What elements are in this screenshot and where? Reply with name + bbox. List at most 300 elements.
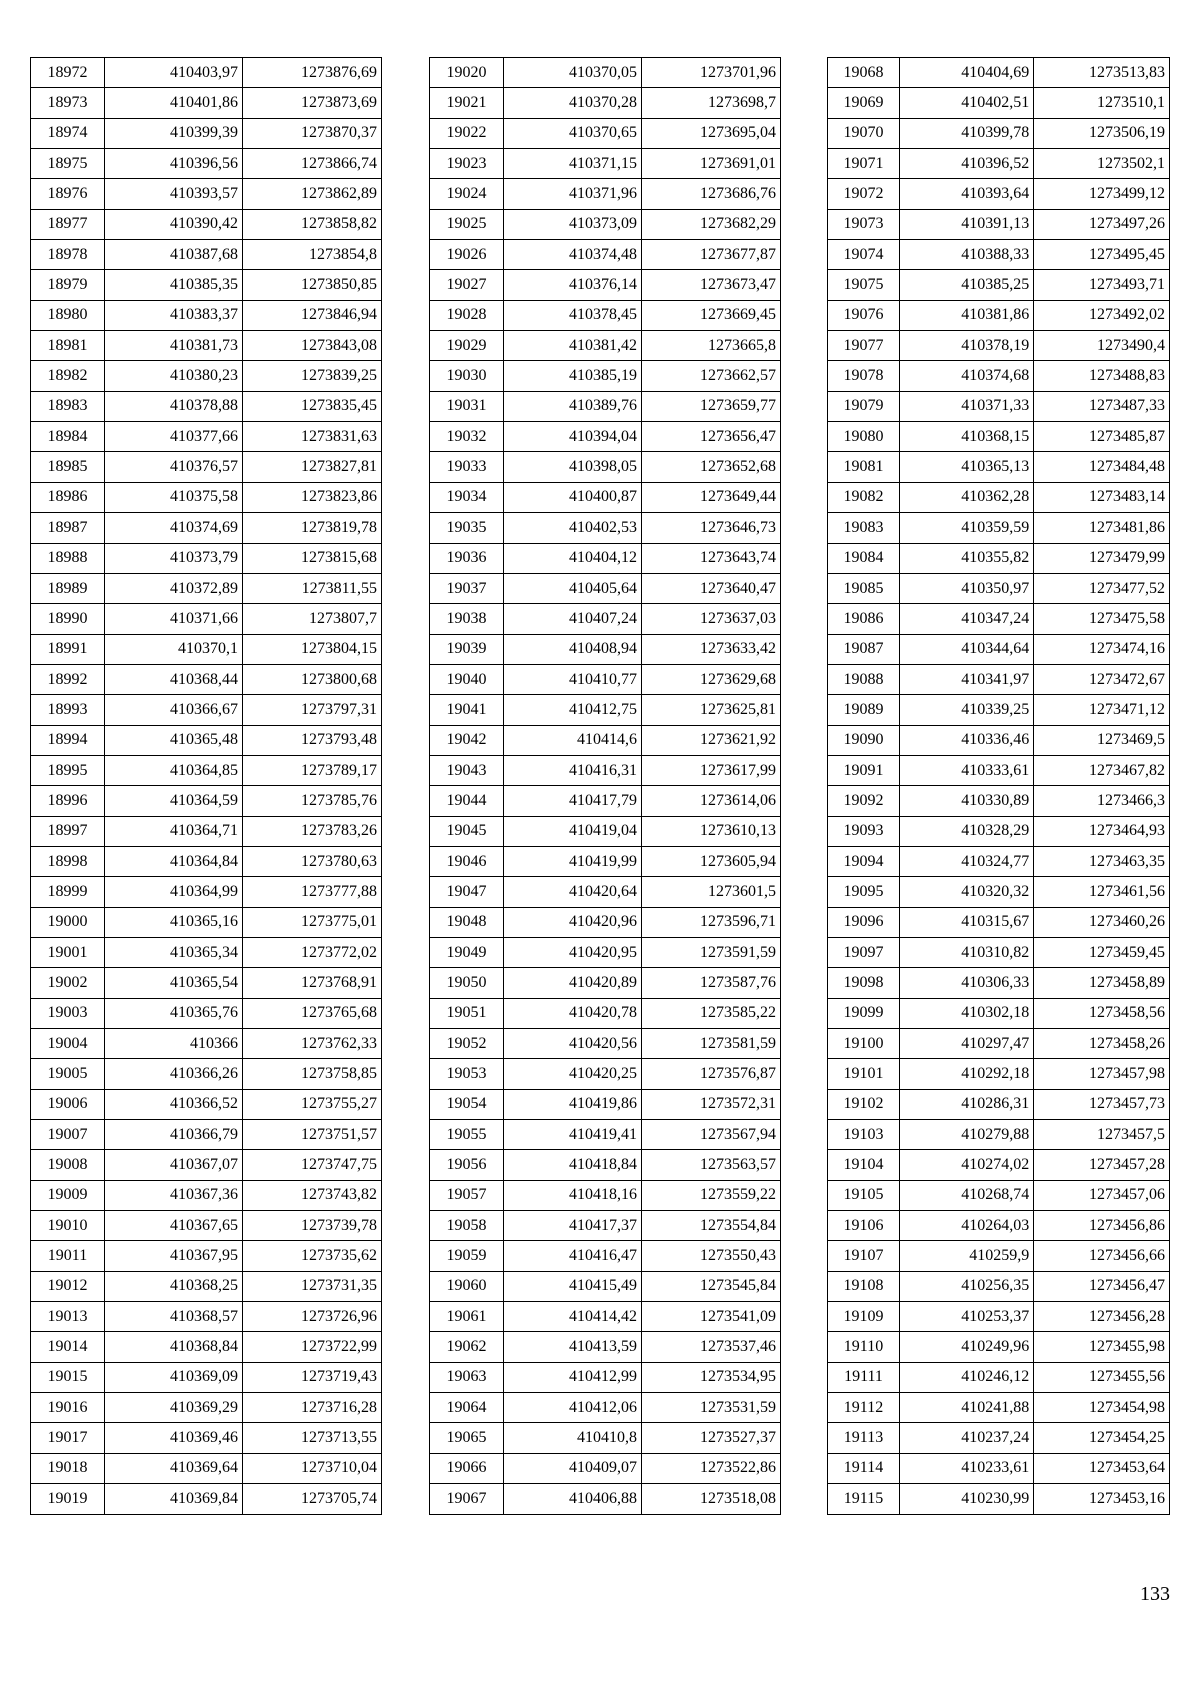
- x-coordinate-cell: 410241,88: [899, 1393, 1033, 1423]
- y-coordinate-cell: 1273691,01: [642, 149, 781, 179]
- y-coordinate-cell: 1273854,8: [243, 240, 382, 270]
- y-coordinate-cell: 1273652,68: [642, 452, 781, 482]
- y-coordinate-cell: 1273783,26: [243, 816, 382, 846]
- x-coordinate-cell: 410416,47: [504, 1241, 642, 1271]
- x-coordinate-cell: 410376,14: [504, 270, 642, 300]
- table-row: [430, 846, 781, 876]
- table-row: [828, 1393, 1170, 1423]
- x-coordinate-cell: 410365,13: [899, 452, 1033, 482]
- point-number-cell: 19072: [828, 179, 900, 209]
- point-number-cell: 18981: [31, 331, 105, 361]
- x-coordinate-cell: 410362,28: [899, 482, 1033, 512]
- point-number-cell: 19061: [430, 1302, 504, 1332]
- x-coordinate-cell: 410364,59: [105, 786, 243, 816]
- y-coordinate-cell: 1273747,75: [243, 1150, 382, 1180]
- table-row: [31, 149, 382, 179]
- point-number-cell: 19092: [828, 786, 900, 816]
- point-number-cell: 19082: [828, 482, 900, 512]
- table-row: [31, 877, 382, 907]
- table-row: [31, 1180, 382, 1210]
- table-row: [430, 1271, 781, 1301]
- table-row: [31, 816, 382, 846]
- y-coordinate-cell: 1273793,48: [243, 725, 382, 755]
- point-number-cell: 19051: [430, 998, 504, 1028]
- x-coordinate-cell: 410408,94: [504, 634, 642, 664]
- point-number-cell: 19048: [430, 907, 504, 937]
- point-number-cell: 19079: [828, 391, 900, 421]
- x-coordinate-cell: 410412,75: [504, 695, 642, 725]
- table-row: [828, 209, 1170, 239]
- y-coordinate-cell: 1273780,63: [243, 846, 382, 876]
- y-coordinate-cell: 1273460,26: [1034, 907, 1170, 937]
- x-coordinate-cell: 410365,34: [105, 937, 243, 967]
- point-number-cell: 18982: [31, 361, 105, 391]
- y-coordinate-cell: 1273581,59: [642, 1029, 781, 1059]
- point-number-cell: 19060: [430, 1271, 504, 1301]
- y-coordinate-cell: 1273487,33: [1034, 391, 1170, 421]
- table-row: [828, 998, 1170, 1028]
- table-row: [430, 118, 781, 148]
- point-number-cell: 19115: [828, 1484, 900, 1514]
- x-coordinate-cell: 410256,35: [899, 1271, 1033, 1301]
- table-row: [31, 58, 382, 88]
- table-row: [828, 482, 1170, 512]
- table-row: [31, 1150, 382, 1180]
- x-coordinate-cell: 410350,97: [899, 573, 1033, 603]
- point-number-cell: 18975: [31, 149, 105, 179]
- point-number-cell: 19064: [430, 1393, 504, 1423]
- x-coordinate-cell: 410396,56: [105, 149, 243, 179]
- y-coordinate-cell: 1273610,13: [642, 816, 781, 846]
- x-coordinate-cell: 410420,64: [504, 877, 642, 907]
- y-coordinate-cell: 1273800,68: [243, 664, 382, 694]
- table-row: [828, 270, 1170, 300]
- x-coordinate-cell: 410259,9: [899, 1241, 1033, 1271]
- table-row: [31, 331, 382, 361]
- table-row: [31, 846, 382, 876]
- x-coordinate-cell: 410367,95: [105, 1241, 243, 1271]
- y-coordinate-cell: 1273466,3: [1034, 786, 1170, 816]
- x-coordinate-cell: 410413,59: [504, 1332, 642, 1362]
- table-row: [430, 513, 781, 543]
- point-number-cell: 18994: [31, 725, 105, 755]
- point-number-cell: 19057: [430, 1180, 504, 1210]
- point-number-cell: 19009: [31, 1180, 105, 1210]
- x-coordinate-cell: 410369,09: [105, 1362, 243, 1392]
- point-number-cell: 19095: [828, 877, 900, 907]
- table-row: [828, 634, 1170, 664]
- x-coordinate-cell: 410328,29: [899, 816, 1033, 846]
- y-coordinate-cell: 1273758,85: [243, 1059, 382, 1089]
- point-number-cell: 19032: [430, 422, 504, 452]
- x-coordinate-cell: 410417,37: [504, 1211, 642, 1241]
- y-coordinate-cell: 1273488,83: [1034, 361, 1170, 391]
- y-coordinate-cell: 1273453,16: [1034, 1484, 1170, 1514]
- table-row: [31, 361, 382, 391]
- point-number-cell: 19008: [31, 1150, 105, 1180]
- y-coordinate-cell: 1273467,82: [1034, 755, 1170, 785]
- x-coordinate-cell: 410373,79: [105, 543, 243, 573]
- table-row: [430, 1180, 781, 1210]
- x-coordinate-cell: 410415,49: [504, 1271, 642, 1301]
- table-row: [828, 1271, 1170, 1301]
- y-coordinate-cell: 1273506,19: [1034, 118, 1170, 148]
- y-coordinate-cell: 1273456,28: [1034, 1302, 1170, 1332]
- point-number-cell: 19100: [828, 1029, 900, 1059]
- table-row: [430, 543, 781, 573]
- y-coordinate-cell: 1273751,57: [243, 1120, 382, 1150]
- x-coordinate-cell: 410381,42: [504, 331, 642, 361]
- table-row: [31, 1393, 382, 1423]
- table-row: [828, 240, 1170, 270]
- table-row: [430, 634, 781, 664]
- table-row: [828, 725, 1170, 755]
- x-coordinate-cell: 410399,39: [105, 118, 243, 148]
- x-coordinate-cell: 410376,57: [105, 452, 243, 482]
- x-coordinate-cell: 410407,24: [504, 604, 642, 634]
- table-row: [430, 695, 781, 725]
- point-number-cell: 19043: [430, 755, 504, 785]
- point-number-cell: 19106: [828, 1211, 900, 1241]
- x-coordinate-cell: 410297,47: [899, 1029, 1033, 1059]
- y-coordinate-cell: 1273765,68: [243, 998, 382, 1028]
- table-row: [430, 482, 781, 512]
- point-number-cell: 19033: [430, 452, 504, 482]
- point-number-cell: 18998: [31, 846, 105, 876]
- y-coordinate-cell: 1273455,98: [1034, 1332, 1170, 1362]
- page-number: 133: [1140, 1583, 1170, 1605]
- table-row: [430, 270, 781, 300]
- x-coordinate-cell: 410410,77: [504, 664, 642, 694]
- table-row: [31, 968, 382, 998]
- table-row: [828, 1120, 1170, 1150]
- point-number-cell: 19098: [828, 968, 900, 998]
- point-number-cell: 18990: [31, 604, 105, 634]
- point-number-cell: 19053: [430, 1059, 504, 1089]
- table-row: [31, 209, 382, 239]
- table-row: [430, 664, 781, 694]
- coordinate-table-3: [827, 57, 1170, 1515]
- x-coordinate-cell: 410418,84: [504, 1150, 642, 1180]
- y-coordinate-cell: 1273807,7: [243, 604, 382, 634]
- y-coordinate-cell: 1273475,58: [1034, 604, 1170, 634]
- x-coordinate-cell: 410368,25: [105, 1271, 243, 1301]
- table-row: [430, 1423, 781, 1453]
- table-row: [31, 1332, 382, 1362]
- y-coordinate-cell: 1273469,5: [1034, 725, 1170, 755]
- y-coordinate-cell: 1273490,4: [1034, 331, 1170, 361]
- table-row: [828, 1362, 1170, 1392]
- y-coordinate-cell: 1273458,89: [1034, 968, 1170, 998]
- table-row: [430, 179, 781, 209]
- table-row: [828, 1029, 1170, 1059]
- point-number-cell: 18996: [31, 786, 105, 816]
- x-coordinate-cell: 410355,82: [899, 543, 1033, 573]
- table-row: [31, 1484, 382, 1514]
- x-coordinate-cell: 410420,25: [504, 1059, 642, 1089]
- table-row: [31, 1089, 382, 1119]
- point-number-cell: 19097: [828, 937, 900, 967]
- y-coordinate-cell: 1273831,63: [243, 422, 382, 452]
- table-row: [31, 1453, 382, 1483]
- x-coordinate-cell: 410391,13: [899, 209, 1033, 239]
- x-coordinate-cell: 410409,07: [504, 1453, 642, 1483]
- y-coordinate-cell: 1273823,86: [243, 482, 382, 512]
- point-number-cell: 19103: [828, 1120, 900, 1150]
- point-number-cell: 19101: [828, 1059, 900, 1089]
- point-number-cell: 18977: [31, 209, 105, 239]
- y-coordinate-cell: 1273695,04: [642, 118, 781, 148]
- table-row: [828, 907, 1170, 937]
- y-coordinate-cell: 1273576,87: [642, 1059, 781, 1089]
- x-coordinate-cell: 410366,52: [105, 1089, 243, 1119]
- point-number-cell: 19099: [828, 998, 900, 1028]
- table-row: [430, 877, 781, 907]
- table-row: [828, 1423, 1170, 1453]
- x-coordinate-cell: 410374,48: [504, 240, 642, 270]
- point-number-cell: 19108: [828, 1271, 900, 1301]
- table-row: [31, 422, 382, 452]
- point-number-cell: 18984: [31, 422, 105, 452]
- coordinate-table-2: [429, 57, 781, 1515]
- y-coordinate-cell: 1273870,37: [243, 118, 382, 148]
- table-row: [430, 1241, 781, 1271]
- y-coordinate-cell: 1273669,45: [642, 300, 781, 330]
- x-coordinate-cell: 410412,99: [504, 1362, 642, 1392]
- point-number-cell: 18978: [31, 240, 105, 270]
- point-number-cell: 19086: [828, 604, 900, 634]
- table-row: [430, 1362, 781, 1392]
- y-coordinate-cell: 1273625,81: [642, 695, 781, 725]
- point-number-cell: 18995: [31, 755, 105, 785]
- point-number-cell: 19074: [828, 240, 900, 270]
- point-number-cell: 19044: [430, 786, 504, 816]
- y-coordinate-cell: 1273698,7: [642, 88, 781, 118]
- point-number-cell: 19037: [430, 573, 504, 603]
- table-row: [828, 300, 1170, 330]
- point-number-cell: 19030: [430, 361, 504, 391]
- y-coordinate-cell: 1273481,86: [1034, 513, 1170, 543]
- y-coordinate-cell: 1273459,45: [1034, 937, 1170, 967]
- y-coordinate-cell: 1273587,76: [642, 968, 781, 998]
- y-coordinate-cell: 1273735,62: [243, 1241, 382, 1271]
- x-coordinate-cell: 410404,12: [504, 543, 642, 573]
- point-number-cell: 19018: [31, 1453, 105, 1483]
- x-coordinate-cell: 410378,88: [105, 391, 243, 421]
- table-row: [31, 118, 382, 148]
- table-row: [430, 998, 781, 1028]
- point-number-cell: 19016: [31, 1393, 105, 1423]
- y-coordinate-cell: 1273815,68: [243, 543, 382, 573]
- x-coordinate-cell: 410404,69: [899, 58, 1033, 88]
- y-coordinate-cell: 1273499,12: [1034, 179, 1170, 209]
- point-number-cell: 19084: [828, 543, 900, 573]
- table-row: [430, 604, 781, 634]
- point-number-cell: 19081: [828, 452, 900, 482]
- x-coordinate-cell: 410370,28: [504, 88, 642, 118]
- point-number-cell: 19114: [828, 1453, 900, 1483]
- table-row: [31, 1423, 382, 1453]
- x-coordinate-cell: 410368,44: [105, 664, 243, 694]
- y-coordinate-cell: 1273662,57: [642, 361, 781, 391]
- point-number-cell: 19013: [31, 1302, 105, 1332]
- point-number-cell: 19012: [31, 1271, 105, 1301]
- point-number-cell: 19026: [430, 240, 504, 270]
- point-number-cell: 19109: [828, 1302, 900, 1332]
- y-coordinate-cell: 1273456,47: [1034, 1271, 1170, 1301]
- table-row: [828, 1150, 1170, 1180]
- point-number-cell: 18989: [31, 573, 105, 603]
- y-coordinate-cell: 1273682,29: [642, 209, 781, 239]
- point-number-cell: 19040: [430, 664, 504, 694]
- table-row: [828, 179, 1170, 209]
- y-coordinate-cell: 1273458,26: [1034, 1029, 1170, 1059]
- point-number-cell: 19017: [31, 1423, 105, 1453]
- y-coordinate-cell: 1273835,45: [243, 391, 382, 421]
- table-row: [31, 543, 382, 573]
- point-number-cell: 19077: [828, 331, 900, 361]
- table-row: [31, 664, 382, 694]
- y-coordinate-cell: 1273474,16: [1034, 634, 1170, 664]
- x-coordinate-cell: 410412,06: [504, 1393, 642, 1423]
- x-coordinate-cell: 410292,18: [899, 1059, 1033, 1089]
- point-number-cell: 19107: [828, 1241, 900, 1271]
- table-row: [31, 907, 382, 937]
- x-coordinate-cell: 410377,66: [105, 422, 243, 452]
- table-row: [430, 88, 781, 118]
- table-row: [31, 1241, 382, 1271]
- point-number-cell: 18985: [31, 452, 105, 482]
- point-number-cell: 19025: [430, 209, 504, 239]
- y-coordinate-cell: 1273862,89: [243, 179, 382, 209]
- x-coordinate-cell: 410393,57: [105, 179, 243, 209]
- table-row: [828, 88, 1170, 118]
- y-coordinate-cell: 1273621,92: [642, 725, 781, 755]
- y-coordinate-cell: 1273456,66: [1034, 1241, 1170, 1271]
- y-coordinate-cell: 1273804,15: [243, 634, 382, 664]
- table-row: [430, 968, 781, 998]
- x-coordinate-cell: 410416,31: [504, 755, 642, 785]
- point-number-cell: 19062: [430, 1332, 504, 1362]
- point-number-cell: 19035: [430, 513, 504, 543]
- y-coordinate-cell: 1273457,06: [1034, 1180, 1170, 1210]
- table-row: [828, 937, 1170, 967]
- table-row: [828, 1484, 1170, 1514]
- table-row: [430, 1302, 781, 1332]
- table-row: [31, 1120, 382, 1150]
- point-number-cell: 18987: [31, 513, 105, 543]
- point-number-cell: 19041: [430, 695, 504, 725]
- point-number-cell: 19002: [31, 968, 105, 998]
- table-row: [430, 1059, 781, 1089]
- x-coordinate-cell: 410237,24: [899, 1423, 1033, 1453]
- x-coordinate-cell: 410414,6: [504, 725, 642, 755]
- y-coordinate-cell: 1273497,26: [1034, 209, 1170, 239]
- point-number-cell: 19076: [828, 300, 900, 330]
- point-number-cell: 18988: [31, 543, 105, 573]
- table-row: [828, 391, 1170, 421]
- table-row: [828, 149, 1170, 179]
- table-row: [828, 755, 1170, 785]
- table-row: [828, 361, 1170, 391]
- y-coordinate-cell: 1273785,76: [243, 786, 382, 816]
- x-coordinate-cell: 410367,07: [105, 1150, 243, 1180]
- table-row: [430, 1089, 781, 1119]
- point-number-cell: 19038: [430, 604, 504, 634]
- y-coordinate-cell: 1273541,09: [642, 1302, 781, 1332]
- x-coordinate-cell: 410310,82: [899, 937, 1033, 967]
- x-coordinate-cell: 410388,33: [899, 240, 1033, 270]
- point-number-cell: 19090: [828, 725, 900, 755]
- x-coordinate-cell: 410385,19: [504, 361, 642, 391]
- x-coordinate-cell: 410369,84: [105, 1484, 243, 1514]
- y-coordinate-cell: 1273527,37: [642, 1423, 781, 1453]
- x-coordinate-cell: 410369,46: [105, 1423, 243, 1453]
- point-number-cell: 19065: [430, 1423, 504, 1453]
- y-coordinate-cell: 1273643,74: [642, 543, 781, 573]
- point-number-cell: 18976: [31, 179, 105, 209]
- x-coordinate-cell: 410264,03: [899, 1211, 1033, 1241]
- table-row: [31, 300, 382, 330]
- point-number-cell: 19071: [828, 149, 900, 179]
- x-coordinate-cell: 410372,89: [105, 573, 243, 603]
- x-coordinate-cell: 410373,09: [504, 209, 642, 239]
- x-coordinate-cell: 410371,96: [504, 179, 642, 209]
- point-number-cell: 19004: [31, 1029, 105, 1059]
- x-coordinate-cell: 410420,96: [504, 907, 642, 937]
- y-coordinate-cell: 1273457,98: [1034, 1059, 1170, 1089]
- x-coordinate-cell: 410315,67: [899, 907, 1033, 937]
- x-coordinate-cell: 410398,05: [504, 452, 642, 482]
- x-coordinate-cell: 410371,15: [504, 149, 642, 179]
- point-number-cell: 19031: [430, 391, 504, 421]
- point-number-cell: 19075: [828, 270, 900, 300]
- y-coordinate-cell: 1273483,14: [1034, 482, 1170, 512]
- x-coordinate-cell: 410268,74: [899, 1180, 1033, 1210]
- table-row: [31, 482, 382, 512]
- y-coordinate-cell: 1273559,22: [642, 1180, 781, 1210]
- x-coordinate-cell: 410366: [105, 1029, 243, 1059]
- x-coordinate-cell: 410383,37: [105, 300, 243, 330]
- x-coordinate-cell: 410370,65: [504, 118, 642, 148]
- y-coordinate-cell: 1273605,94: [642, 846, 781, 876]
- point-number-cell: 19096: [828, 907, 900, 937]
- point-number-cell: 19049: [430, 937, 504, 967]
- x-coordinate-cell: 410378,19: [899, 331, 1033, 361]
- x-coordinate-cell: 410368,15: [899, 422, 1033, 452]
- x-coordinate-cell: 410394,04: [504, 422, 642, 452]
- y-coordinate-cell: 1273457,28: [1034, 1150, 1170, 1180]
- table-row: [31, 725, 382, 755]
- x-coordinate-cell: 410374,68: [899, 361, 1033, 391]
- x-coordinate-cell: 410368,84: [105, 1332, 243, 1362]
- table-row: [430, 1120, 781, 1150]
- y-coordinate-cell: 1273518,08: [642, 1484, 781, 1514]
- point-number-cell: 19112: [828, 1393, 900, 1423]
- table-row: [430, 1453, 781, 1483]
- y-coordinate-cell: 1273811,55: [243, 573, 382, 603]
- table-row: [828, 816, 1170, 846]
- table-row: [430, 907, 781, 937]
- x-coordinate-cell: 410364,71: [105, 816, 243, 846]
- point-number-cell: 19056: [430, 1150, 504, 1180]
- point-number-cell: 19080: [828, 422, 900, 452]
- table-row: [828, 58, 1170, 88]
- y-coordinate-cell: 1273485,87: [1034, 422, 1170, 452]
- table-row: [828, 968, 1170, 998]
- table-row: [430, 816, 781, 846]
- y-coordinate-cell: 1273463,35: [1034, 846, 1170, 876]
